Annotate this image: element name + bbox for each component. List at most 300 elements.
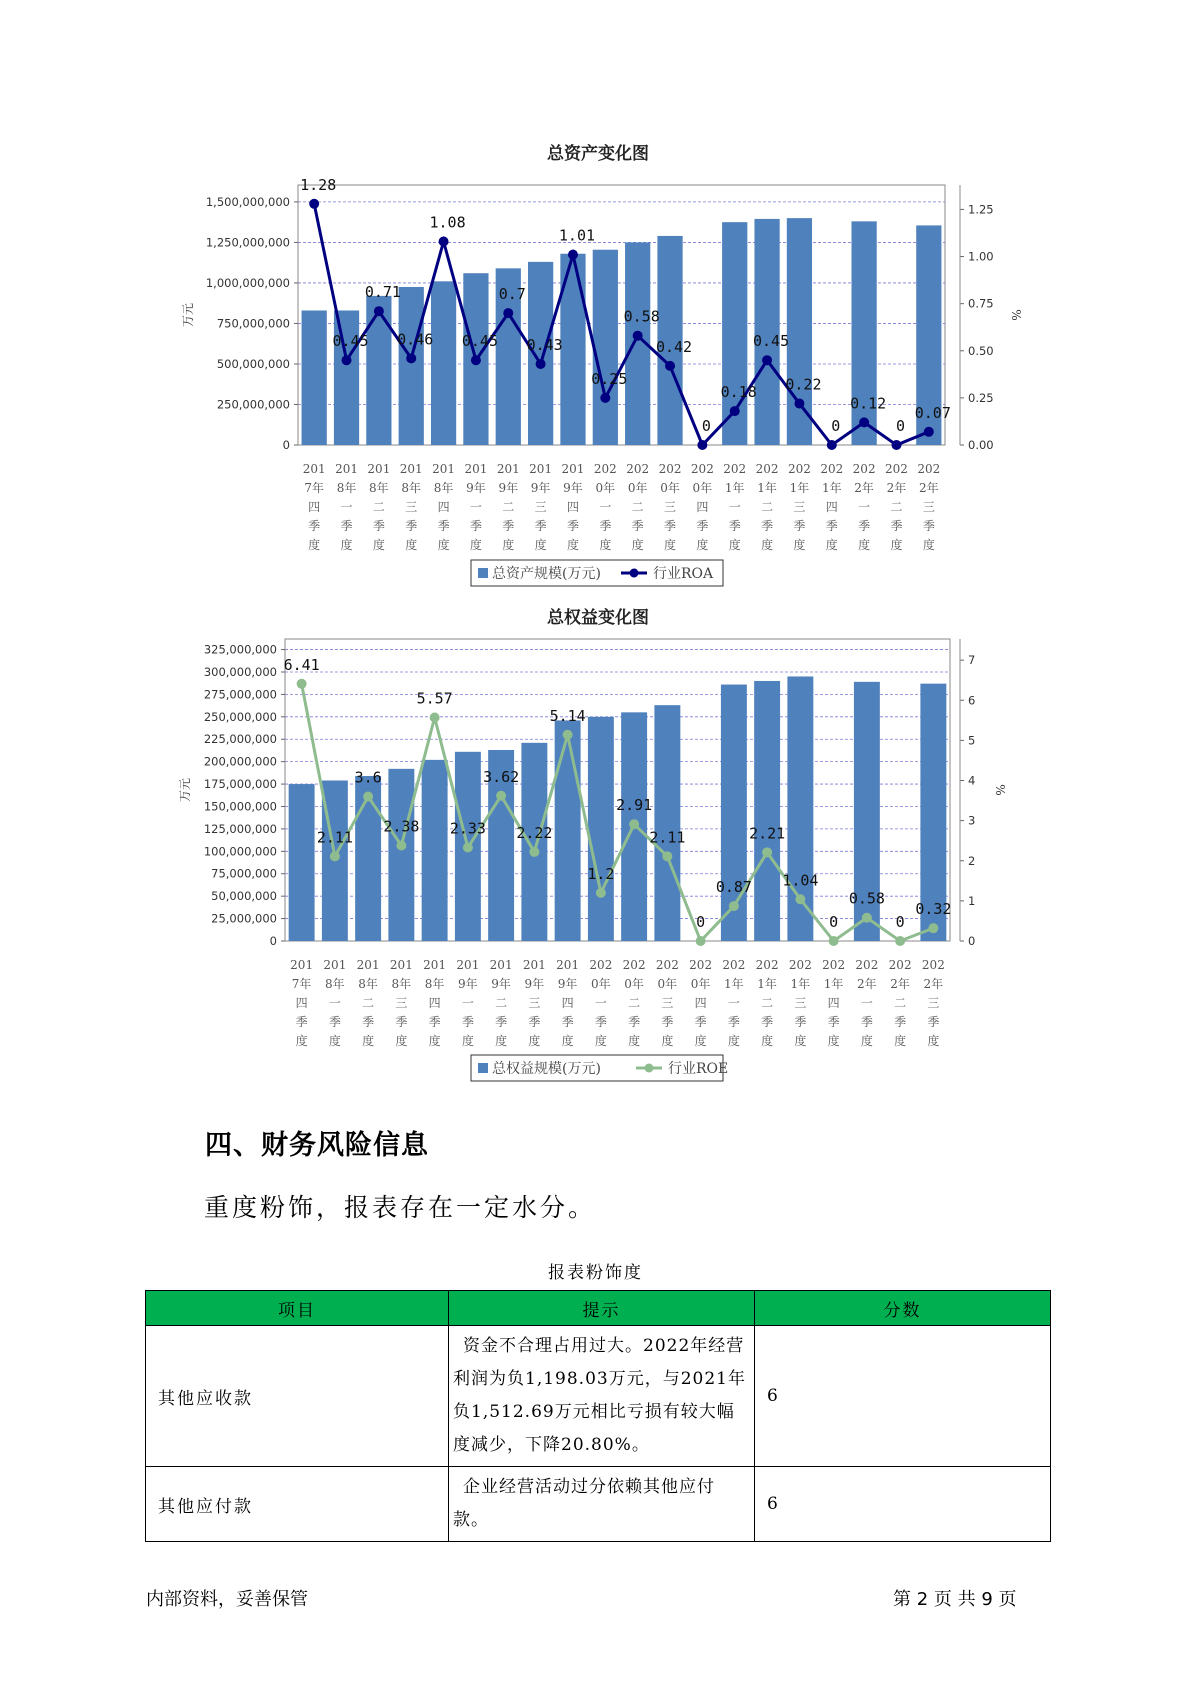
risk-summary: 重度粉饰，报表存在一定水分。: [204, 1193, 597, 1222]
x-category-label: 201: [356, 958, 380, 972]
x-category-label: 201: [432, 462, 456, 476]
legend-line-marker: [630, 569, 639, 578]
x-category-label: 201: [522, 958, 546, 972]
x-category-label: 度: [461, 1034, 474, 1048]
x-category-label: 季: [295, 1015, 308, 1029]
x-category-label: 季: [437, 519, 450, 533]
line-point: [730, 406, 740, 416]
x-category-label: 8年: [401, 481, 422, 495]
x-category-label: 度: [534, 538, 547, 552]
bar: [302, 310, 327, 445]
x-category-label: 四: [295, 996, 308, 1010]
x-category-label: 二: [362, 996, 375, 1010]
x-category-label: 8年: [424, 977, 445, 991]
x-category-label: 度: [469, 538, 482, 552]
x-category-label: 度: [340, 538, 353, 552]
y-tick-label: 75,000,000: [211, 866, 277, 881]
x-category-label: 9年: [557, 977, 578, 991]
header-item: 项目: [146, 1291, 449, 1326]
x-category-label: 三: [927, 996, 940, 1010]
x-category-label: 202: [593, 462, 617, 476]
legend-line-marker: [645, 1064, 654, 1073]
x-category-label: 度: [793, 538, 806, 552]
x-category-label: 季: [469, 519, 482, 533]
x-category-label: 8年: [336, 481, 357, 495]
data-label: 2.91: [616, 796, 653, 815]
row-hint: 企业经营活动过分依赖其他应付款。: [449, 1467, 755, 1542]
data-label: 1.04: [782, 871, 819, 890]
x-category-label: 度: [694, 1034, 707, 1048]
data-label: 1.2: [587, 864, 615, 883]
data-label: 1.28: [300, 175, 337, 194]
line-point: [529, 847, 539, 857]
x-category-label: 8年: [433, 481, 454, 495]
data-label: 0.43: [526, 335, 563, 354]
x-category-label: 202: [787, 462, 811, 476]
x-category-label: 一: [461, 996, 474, 1010]
data-label: 5.57: [416, 689, 453, 708]
y2-tick-label: 0.00: [968, 438, 994, 452]
line-point: [633, 331, 643, 341]
x-category-label: 202: [921, 958, 945, 972]
line-point: [496, 791, 506, 801]
header-hint: 提示: [449, 1291, 755, 1326]
x-category-label: 202: [917, 462, 941, 476]
data-label: 0.87: [715, 878, 752, 897]
x-category-label: 季: [495, 1015, 508, 1029]
x-category-label: 季: [502, 519, 515, 533]
x-category-label: 一: [860, 996, 873, 1010]
x-category-label: 四: [561, 996, 574, 1010]
x-category-label: 202: [852, 462, 876, 476]
x-category-label: 度: [825, 538, 838, 552]
line-point: [396, 841, 406, 851]
x-category-label: 度: [761, 538, 774, 552]
x-category-label: 度: [372, 538, 385, 552]
x-category-label: 202: [755, 958, 779, 972]
x-category-label: 三: [922, 500, 935, 514]
line-point: [342, 355, 352, 365]
x-category-label: 202: [690, 462, 714, 476]
x-category-label: 季: [922, 519, 935, 533]
x-category-label: 季: [628, 1015, 641, 1029]
x-category-label: 季: [461, 1015, 474, 1029]
x-category-label: 201: [389, 958, 413, 972]
x-category-label: 度: [566, 538, 579, 552]
x-category-label: 202: [755, 462, 779, 476]
x-category-label: 季: [761, 519, 774, 533]
x-category-label: 9年: [524, 977, 545, 991]
data-label: 0.45: [332, 332, 369, 351]
x-category-label: 度: [362, 1034, 375, 1048]
section-heading: 四、财务风险信息: [205, 1130, 429, 1161]
y2-tick-label: 7: [968, 653, 976, 668]
y2-tick-label: 3: [968, 813, 976, 828]
x-category-label: 一: [858, 500, 871, 514]
x-category-label: 度: [328, 1034, 341, 1048]
x-category-label: 季: [405, 519, 418, 533]
data-label: 0: [829, 913, 839, 931]
x-category-label: 202: [723, 462, 747, 476]
x-category-label: 度: [405, 538, 418, 552]
x-category-label: 度: [631, 538, 644, 552]
total-assets-chart: [0, 135, 1191, 590]
y2-tick-label: 4: [968, 773, 976, 788]
line-point: [374, 306, 384, 316]
x-category-label: 四: [696, 500, 709, 514]
x-category-label: 201: [496, 462, 520, 476]
chart-title: 总资产变化图: [547, 144, 649, 164]
bar: [593, 250, 618, 445]
x-category-label: 季: [372, 519, 385, 533]
x-category-label: 二: [628, 996, 641, 1010]
x-category-label: 度: [860, 1034, 873, 1048]
bar: [754, 681, 780, 941]
total-equity-chart: [0, 608, 1191, 1090]
x-category-label: 度: [599, 538, 612, 552]
footer-page-number: 第 2 页 共 9 页: [893, 1589, 1017, 1610]
x-category-label: 1年: [790, 977, 811, 991]
x-category-label: 度: [664, 538, 677, 552]
x-category-label: 9年: [458, 977, 478, 991]
footer-confidential: 内部资料，妥善保管: [146, 1589, 308, 1610]
line-point: [697, 440, 707, 450]
data-label: 0.58: [623, 307, 660, 326]
x-category-label: 2年: [890, 977, 910, 991]
y2-tick-label: 1.00: [968, 249, 994, 264]
x-category-label: 9年: [563, 481, 583, 495]
x-category-label: 二: [502, 500, 515, 514]
x-category-label: 季: [534, 519, 547, 533]
x-category-label: 201: [335, 462, 358, 476]
x-category-label: 季: [694, 1015, 707, 1029]
y2-tick-label: 1: [968, 893, 976, 908]
x-category-label: 一: [727, 996, 740, 1010]
y-tick-label: 150,000,000: [203, 799, 277, 814]
x-category-label: 度: [428, 1034, 441, 1048]
x-category-label: 1年: [757, 481, 777, 495]
y2-tick-label: 0.50: [968, 343, 994, 358]
x-category-label: 0年: [692, 481, 713, 495]
data-label: 1.01: [558, 226, 596, 245]
x-category-label: 2年: [886, 481, 907, 495]
x-category-label: 度: [827, 1034, 840, 1048]
total-assets-chart-svg: [0, 135, 1191, 590]
x-category-label: 8年: [391, 977, 412, 991]
bar: [422, 760, 448, 941]
data-label: 2.33: [449, 819, 486, 838]
x-category-label: 二: [761, 996, 774, 1010]
line-point: [503, 308, 513, 318]
x-category-label: 一: [328, 996, 341, 1010]
x-category-label: 季: [728, 519, 741, 533]
x-category-label: 度: [894, 1034, 907, 1048]
row-item: 其他应收款: [146, 1326, 449, 1467]
data-label: 0.12: [850, 394, 887, 413]
x-category-label: 四: [308, 500, 321, 514]
y-axis-label: 万元: [181, 302, 195, 328]
line-point: [363, 792, 373, 802]
y-tick-label: 0: [282, 438, 290, 452]
line-point: [859, 417, 869, 427]
bar: [388, 769, 414, 941]
line-point: [762, 355, 772, 365]
line-point: [762, 847, 772, 857]
x-category-label: 度: [495, 1034, 508, 1048]
table-header-row: [146, 1291, 1051, 1326]
x-category-label: 季: [890, 519, 903, 533]
line-point: [794, 399, 804, 409]
x-category-label: 度: [728, 538, 741, 552]
x-category-label: 度: [661, 1034, 674, 1048]
data-label: 0.42: [655, 337, 693, 356]
header-score: 分数: [755, 1291, 1051, 1326]
y-tick-label: 1,000,000,000: [205, 275, 290, 290]
x-category-label: 二: [894, 996, 907, 1010]
legend-bar-label: 总权益规模(万元): [492, 1061, 601, 1077]
data-label: 3.6: [354, 768, 382, 787]
y-tick-label: 50,000,000: [211, 889, 277, 904]
line-point: [629, 819, 639, 829]
line-point: [430, 713, 440, 723]
line-point: [862, 913, 872, 923]
bar: [588, 717, 614, 941]
x-category-label: 201: [323, 958, 347, 972]
legend-line-label: 行业ROE: [668, 1061, 729, 1077]
y2-axis-label: %: [1009, 309, 1023, 321]
x-category-label: 201: [423, 958, 447, 972]
x-category-label: 9年: [466, 481, 486, 495]
x-category-label: 度: [502, 538, 515, 552]
x-category-label: 202: [820, 462, 844, 476]
data-label: 2.22: [516, 823, 553, 842]
x-category-label: 三: [405, 500, 418, 514]
x-category-label: 季: [566, 519, 579, 533]
x-category-label: 度: [727, 1034, 740, 1048]
x-category-label: 三: [794, 996, 807, 1010]
data-label: 2.21: [749, 824, 786, 843]
x-category-label: 四: [566, 500, 579, 514]
x-category-label: 7年: [304, 481, 324, 495]
x-category-label: 度: [528, 1034, 541, 1048]
bar: [399, 287, 424, 445]
y2-tick-label: 2: [968, 853, 976, 868]
line-point: [463, 843, 473, 853]
row-item: 其他应付款: [146, 1467, 449, 1542]
risk-table: [145, 1290, 1051, 1542]
data-label: 0.32: [915, 900, 952, 919]
line-point: [895, 936, 905, 946]
y2-tick-label: 0.25: [968, 390, 994, 405]
x-category-label: 四: [825, 500, 838, 514]
x-category-label: 季: [599, 519, 612, 533]
y-tick-label: 25,000,000: [211, 911, 277, 926]
y-tick-label: 750,000,000: [216, 316, 290, 331]
x-category-label: 202: [658, 462, 682, 476]
row-score: 6: [755, 1467, 1051, 1542]
data-label: 2.38: [383, 817, 420, 836]
data-label: 0: [895, 913, 905, 931]
data-label: 0.7: [498, 285, 526, 304]
x-category-label: 度: [696, 538, 709, 552]
x-category-label: 201: [399, 462, 423, 476]
legend-bar-label: 总资产规模(万元): [492, 566, 601, 582]
x-category-label: 季: [395, 1015, 408, 1029]
x-category-label: 三: [534, 500, 547, 514]
y2-axis-label: %: [993, 784, 1007, 796]
x-category-label: 2年: [854, 481, 874, 495]
total-equity-chart-svg: [0, 608, 1191, 1090]
x-category-label: 8年: [325, 977, 345, 991]
x-category-label: 季: [696, 519, 709, 533]
x-category-label: 二: [631, 500, 644, 514]
x-category-label: 一: [469, 500, 482, 514]
x-category-label: 季: [860, 1015, 873, 1029]
x-category-label: 202: [855, 958, 879, 972]
x-category-label: 季: [328, 1015, 341, 1029]
legend-bar-swatch: [478, 1063, 488, 1073]
x-category-label: 度: [395, 1034, 408, 1048]
x-category-label: 201: [489, 958, 513, 972]
x-category-label: 季: [793, 519, 806, 533]
bar: [555, 720, 581, 941]
data-label: 0: [696, 913, 706, 931]
x-category-label: 201: [561, 462, 585, 476]
x-category-label: 三: [528, 996, 541, 1010]
x-category-label: 8年: [358, 977, 378, 991]
line-point: [795, 894, 805, 904]
data-label: 0.22: [785, 375, 822, 394]
x-category-label: 季: [528, 1015, 541, 1029]
y-tick-label: 0: [269, 934, 277, 948]
y-tick-label: 225,000,000: [203, 732, 277, 747]
y-tick-label: 275,000,000: [203, 687, 277, 702]
y-tick-label: 300,000,000: [203, 664, 277, 679]
x-category-label: 季: [340, 519, 353, 533]
data-label: 1.08: [429, 213, 466, 232]
row-score: 6: [755, 1326, 1051, 1467]
chart-title: 总权益变化图: [547, 608, 649, 628]
x-category-label: 7年: [291, 977, 312, 991]
line-point: [536, 359, 546, 369]
line-point: [827, 440, 837, 450]
x-category-label: 三: [793, 500, 806, 514]
x-category-label: 一: [728, 500, 741, 514]
x-category-label: 202: [589, 958, 613, 972]
x-category-label: 季: [428, 1015, 441, 1029]
data-label: 0: [701, 417, 711, 435]
x-category-label: 季: [661, 1015, 674, 1029]
y2-tick-label: 5: [968, 733, 976, 748]
table-row: [146, 1326, 1051, 1467]
data-label: 0.18: [720, 383, 757, 402]
line-point: [406, 353, 416, 363]
x-category-label: 季: [927, 1015, 940, 1029]
x-category-label: 1年: [724, 977, 744, 991]
table-row: [146, 1467, 1051, 1542]
line-point: [891, 440, 901, 450]
line-point: [471, 355, 481, 365]
y-tick-label: 125,000,000: [203, 821, 277, 836]
x-category-label: 三: [395, 996, 408, 1010]
x-category-label: 度: [922, 538, 935, 552]
x-category-label: 202: [885, 462, 908, 476]
x-category-label: 1年: [823, 977, 844, 991]
x-category-label: 9年: [530, 481, 551, 495]
line-point: [309, 199, 319, 209]
x-category-label: 202: [626, 462, 650, 476]
x-category-label: 季: [631, 519, 644, 533]
x-category-label: 度: [594, 1034, 607, 1048]
x-category-label: 度: [927, 1034, 940, 1048]
x-category-label: 202: [822, 958, 846, 972]
bar: [334, 310, 359, 445]
x-category-label: 201: [464, 462, 488, 476]
x-category-label: 二: [372, 500, 385, 514]
x-category-label: 0年: [627, 481, 648, 495]
data-label: 0.45: [461, 332, 498, 351]
x-category-label: 1年: [821, 481, 842, 495]
x-category-label: 2年: [857, 977, 877, 991]
x-category-label: 202: [722, 958, 746, 972]
y-tick-label: 325,000,000: [203, 642, 277, 657]
x-category-label: 季: [308, 519, 321, 533]
x-category-label: 度: [437, 538, 450, 552]
x-category-label: 季: [794, 1015, 807, 1029]
data-label: 2.11: [649, 828, 686, 847]
x-category-label: 季: [664, 519, 677, 533]
y-tick-label: 250,000,000: [203, 709, 277, 724]
legend-line-label: 行业ROA: [653, 566, 714, 582]
x-category-label: 202: [655, 958, 679, 972]
x-category-label: 1年: [789, 481, 810, 495]
x-category-label: 四: [694, 996, 707, 1010]
x-category-label: 1年: [757, 977, 777, 991]
x-category-label: 202: [622, 958, 646, 972]
data-label: 0.58: [848, 889, 885, 908]
x-category-label: 二: [890, 500, 903, 514]
legend-bar-swatch: [478, 568, 488, 578]
x-category-label: 2年: [923, 977, 944, 991]
x-category-label: 201: [456, 958, 480, 972]
line-point: [568, 250, 578, 260]
x-category-label: 0年: [660, 481, 680, 495]
x-category-label: 度: [308, 538, 321, 552]
y-tick-label: 175,000,000: [203, 777, 277, 792]
data-label: 0.45: [753, 332, 790, 351]
x-category-label: 1年: [724, 481, 745, 495]
line-point: [829, 936, 839, 946]
x-category-label: 9年: [498, 481, 519, 495]
data-label: 2.11: [316, 828, 353, 847]
x-category-label: 四: [428, 996, 441, 1010]
bar: [289, 784, 315, 941]
y-tick-label: 200,000,000: [203, 754, 277, 769]
y2-tick-label: 6: [968, 693, 976, 708]
bar: [787, 218, 812, 445]
x-category-label: 四: [827, 996, 840, 1010]
y-tick-label: 100,000,000: [203, 844, 277, 859]
x-category-label: 0年: [591, 977, 611, 991]
x-category-label: 季: [727, 1015, 740, 1029]
row-hint: 资金不合理占用过大。2022年经营利润为负1,198.03万元，与2021年负1,512.69万元相比亏损有较大幅度减少，下降20.80%。: [449, 1326, 755, 1467]
x-category-label: 二: [761, 500, 774, 514]
x-category-label: 一: [340, 500, 353, 514]
line-point: [596, 888, 606, 898]
line-point: [928, 923, 938, 933]
x-category-label: 四: [437, 500, 450, 514]
x-category-label: 9年: [491, 977, 511, 991]
